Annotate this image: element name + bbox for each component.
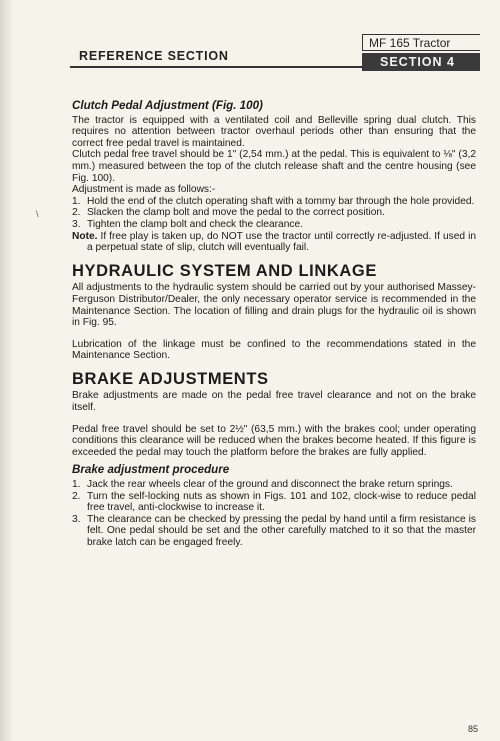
brake-heading: BRAKE ADJUSTMENTS xyxy=(72,369,269,388)
list-item: 2. Turn the self-locking nuts as shown in Figs. 101 and 102, clock-wise to reduce pedal free travel, anti-clockwise to increase it. xyxy=(72,490,476,514)
list-item: 1. Hold the end of the clutch operating shaft with a tommy bar through the hole provided. xyxy=(72,195,475,207)
note-label: Note. xyxy=(72,230,98,242)
list-item: 3. Tighten the clamp bolt and check the clearance. xyxy=(72,218,303,230)
header-rule xyxy=(70,66,362,68)
brake-paragraph-1: Brake adjustments are made on the pedal free travel clearance and not on the brake itself. xyxy=(72,390,476,414)
model-label: MF 165 Tractor xyxy=(362,34,480,51)
clutch-adjustment-title: Clutch Pedal Adjustment (Fig. 100) xyxy=(72,99,263,112)
reference-section-heading: REFERENCE SECTION xyxy=(79,49,229,63)
hydraulic-paragraph-2: Lubrication of the linkage must be confined to the recommendations stated in the Maintenance Section. xyxy=(72,338,476,362)
clutch-paragraph-3: Adjustment is made as follows:- xyxy=(72,184,216,196)
clutch-note xyxy=(72,231,476,254)
margin-mark: \ xyxy=(36,209,39,219)
clutch-paragraph-2: Clutch pedal free travel should be 1" (2,54 mm.) at the pedal. This is equivalent to ⅛" (3,2 mm.) measured between the top of the clutch release shaft and the centre housing (see Fig. 100). xyxy=(72,149,476,184)
list-item: 3. The clearance can be checked by pressing the pedal by hand until a firm resistance is felt. One pedal should be set and the other carefully matched to it so that the master brake latch can be engaged freely. xyxy=(72,513,476,548)
section-badge: SECTION 4 xyxy=(362,53,480,71)
page-number: 85 xyxy=(468,724,479,734)
clutch-steps-list xyxy=(72,196,476,231)
list-item: 1. Jack the rear wheels clear of the ground and disconnect the brake return springs. xyxy=(72,479,453,491)
brake-steps-list xyxy=(72,479,476,549)
list-item: 2. Slacken the clamp bolt and move the pedal to the correct position. xyxy=(72,207,385,219)
hydraulic-paragraph-1: All adjustments to the hydraulic system should be carried out by your authorised Massey-Ferguson Distributor/Dealer, the only necessary operator service is recommended in the Maintenance Section. The location of filling and drain plugs for the hydraulic oil is shown in Fig. 95. xyxy=(72,282,476,329)
clutch-paragraph-1: The tractor is equipped with a ventilated coil and Belleville spring dual clutch. This requires no attention between tractor overhaul periods other than ensuring that the correct free pedal travel is maintained. xyxy=(72,114,476,149)
page-edge-shadow xyxy=(0,0,14,741)
brake-paragraph-2: Pedal free travel should be set to 2½" (63,5 mm.) with the brakes cool; under operating conditions this clearance will be reduced when the brakes become heated. If this figure is exceeded the pedal may touch the platform before the brakes are fully applied. xyxy=(72,423,476,458)
brake-procedure-title: Brake adjustment procedure xyxy=(72,463,230,477)
page-content xyxy=(72,100,476,549)
hydraulic-heading: HYDRAULIC SYSTEM AND LINKAGE xyxy=(72,261,377,280)
note-text: If free play is taken up, do NOT use the tractor until correctly re-adjusted. If used in a perpetual state of slip, clutch will eventually fail. xyxy=(87,230,476,254)
